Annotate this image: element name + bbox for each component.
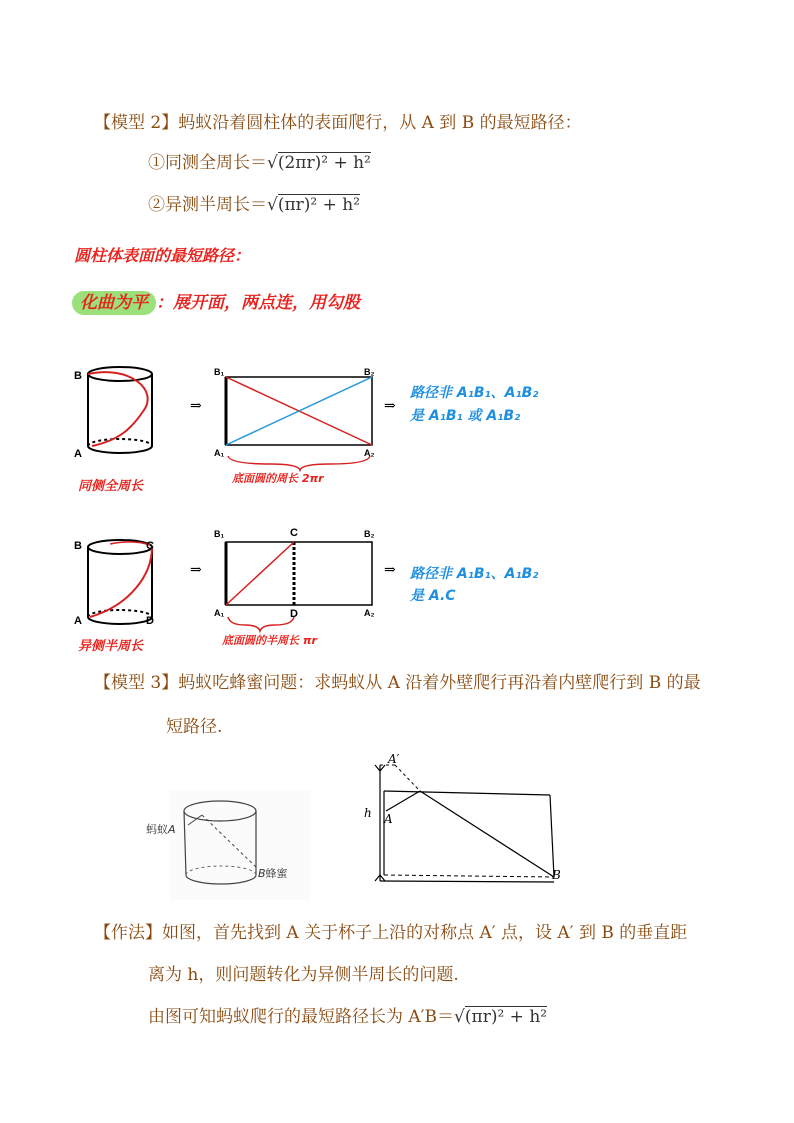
figure3-diagram [130, 755, 570, 905]
figure3-cup [170, 790, 310, 900]
figure2-unrolled-rect [226, 542, 372, 631]
fig1-rect-A2: A₂ [364, 448, 375, 458]
fig2-cyl-caption: 异侧半周长 [78, 639, 144, 654]
fig2-cyl-C: C [146, 540, 154, 552]
fig2-note-line2: 是 A.C [410, 588, 456, 604]
method-line3-formula: √(πr)² + h² [454, 1007, 548, 1027]
method-line3 [148, 1002, 547, 1027]
model3-title-line1: 【模型 3】蚂蚁吃蜂蜜问题：求蚂蚁从 A 沿着外壁爬行再沿着内壁爬行到 B 的最 [94, 673, 701, 693]
handwritten-tag: 化曲为平 [72, 291, 156, 315]
figure1-unrolled-rect [226, 377, 372, 470]
figure2-cylinder [88, 540, 152, 624]
fig2-cyl-A: A [74, 615, 82, 627]
fig1-rect-A1: A₁ [214, 448, 225, 458]
model2-item2 [148, 190, 360, 215]
model3-title-line2: 短路径. [166, 717, 223, 737]
model2-item2-formula: √(πr)² + h² [267, 195, 361, 215]
fig1-cyl-B: B [74, 370, 82, 382]
model2-item1-formula: √(2πr)² + h² [267, 153, 371, 173]
fig2-rect-A2: A₂ [364, 608, 375, 618]
fig3-ant-label: 蚂蚁A [146, 823, 176, 836]
method-line3-prefix: 由图可知蚂蚁爬行的最短路径长为 A′B＝ [148, 1007, 455, 1027]
method-line2: 离为 h，则问题转化为异侧半周长的问题. [148, 965, 459, 985]
fig2-arrow2: ⇒ [384, 562, 396, 578]
fig1-brace-note: 底面圆的周长 2πr [232, 472, 324, 485]
handwritten-tag-rest: ：展开面，两点连，用勾股 [156, 293, 360, 313]
fig2-arrow: ⇒ [190, 562, 202, 578]
method-line1: 【作法】如图，首先找到 A 关于杯子上沿的对称点 A′ 点，设 A′ 到 B 的垂直距 [94, 923, 688, 943]
fig3-h: h [364, 806, 372, 820]
fig2-rect-B2: B₂ [364, 529, 375, 539]
model2-item1-prefix: ①同测全周长＝ [148, 153, 267, 173]
fig1-note-line2: 是 A₁B₁ 或 A₁B₂ [410, 408, 521, 424]
figure1-cylinder [88, 367, 152, 453]
fig2-cyl-D: D [146, 615, 154, 627]
fig1-rect-B1: B₁ [214, 367, 225, 377]
fig2-cyl-B: B [74, 540, 82, 552]
fig3-B: B [552, 868, 561, 882]
fig3-A-prime: A′ [388, 752, 400, 766]
handwritten-heading: 圆柱体表面的最短路径： [74, 246, 251, 265]
model2-item2-prefix: ②异测半周长＝ [148, 195, 267, 215]
figure3-unrolled [375, 765, 554, 882]
fig2-note-line1: 路径非 A₁B₁、A₁B₂ [410, 566, 539, 582]
fig2-rect-A1: A₁ [214, 608, 225, 618]
fig2-brace-note: 底面圆的半周长 πr [222, 634, 317, 647]
figure1-diagram [70, 360, 690, 500]
fig3-A: A [384, 812, 393, 826]
fig3-honey-label: B蜂蜜 [258, 867, 288, 880]
fig1-rect-B2: B₂ [364, 367, 375, 377]
fig1-cyl-A: A [74, 448, 82, 460]
fig1-cyl-caption: 同侧全周长 [78, 479, 144, 494]
fig2-rect-C: C [290, 527, 298, 539]
fig2-rect-D: D [290, 608, 298, 620]
handwritten-tag-line [72, 288, 360, 313]
fig1-arrow2: ⇒ [384, 398, 396, 414]
fig1-note-line1: 路径非 A₁B₁、A₁B₂ [410, 385, 539, 401]
fig2-rect-B1: B₁ [214, 529, 225, 539]
fig1-arrow: ⇒ [190, 398, 202, 414]
model2-item1 [148, 148, 371, 173]
model2-title: 【模型 2】蚂蚁沿着圆柱体的表面爬行，从 A 到 B 的最短路径： [94, 113, 582, 133]
figure2-diagram [70, 525, 690, 655]
